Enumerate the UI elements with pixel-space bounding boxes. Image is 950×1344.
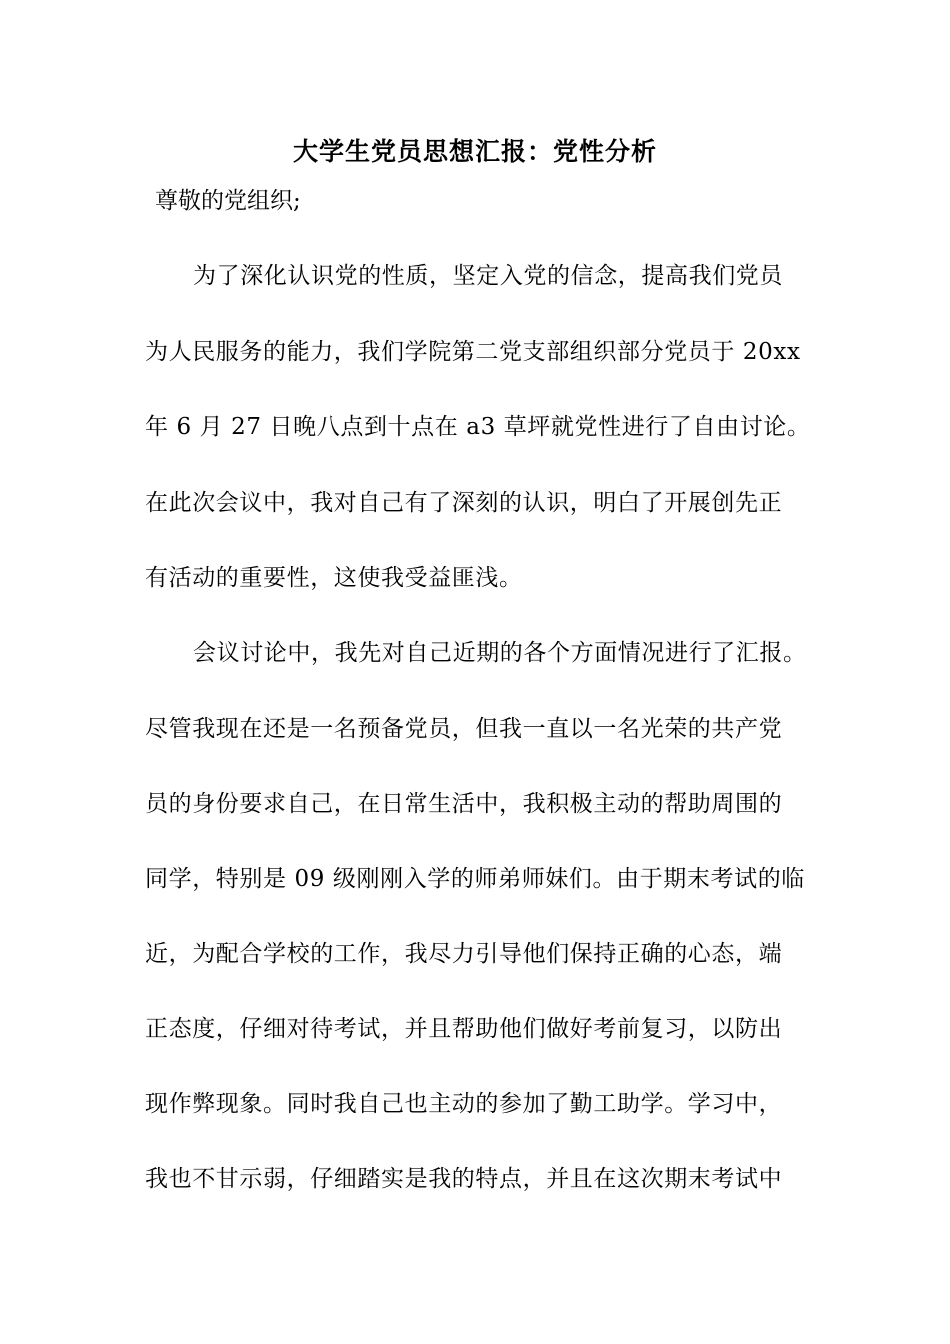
paragraph-line: 近，为配合学校的工作，我尽力引导他们保持正确的心态，端 bbox=[145, 941, 783, 967]
paragraph-line: 为人民服务的能力，我们学院第二党支部组织部分党员于 20xx bbox=[145, 339, 801, 365]
paragraph-line: 正态度，仔细对待考试，并且帮助他们做好考前复习，以防出 bbox=[145, 1016, 783, 1042]
paragraph-line: 在此次会议中，我对自己有了深刻的认识，明白了开展创先正 bbox=[145, 490, 783, 516]
paragraph-line: 员的身份要求自己，在日常生活中，我积极主动的帮助周围的 bbox=[145, 791, 783, 817]
salutation: 尊敬的党组织; bbox=[155, 188, 301, 214]
paragraph-line: 年 6 月 27 日晚八点到十点在 a3 草坪就党性进行了自由讨论。 bbox=[145, 414, 811, 440]
paragraph-line: 尽管我现在还是一名预备党员，但我一直以一名光荣的共产党 bbox=[145, 716, 783, 742]
paragraph-line: 有活动的重要性，这使我受益匪浅。 bbox=[145, 565, 523, 591]
paragraph-line: 会议讨论中，我先对自己近期的各个方面情况进行了汇报。 bbox=[193, 640, 807, 666]
paragraph-line: 现作弊现象。同时我自己也主动的参加了勤工助学。学习中， bbox=[145, 1091, 783, 1117]
document-title: 大学生党员思想汇报：党性分析 bbox=[292, 137, 657, 166]
paragraph-line: 同学，特别是 09 级刚刚入学的师弟师妹们。由于期末考试的临 bbox=[145, 866, 805, 892]
paragraph-line: 我也不甘示弱，仔细踏实是我的特点，并且在这次期末考试中 bbox=[145, 1166, 783, 1192]
paragraph-line: 为了深化认识党的性质，坚定入党的信念，提高我们党员 bbox=[193, 263, 783, 289]
